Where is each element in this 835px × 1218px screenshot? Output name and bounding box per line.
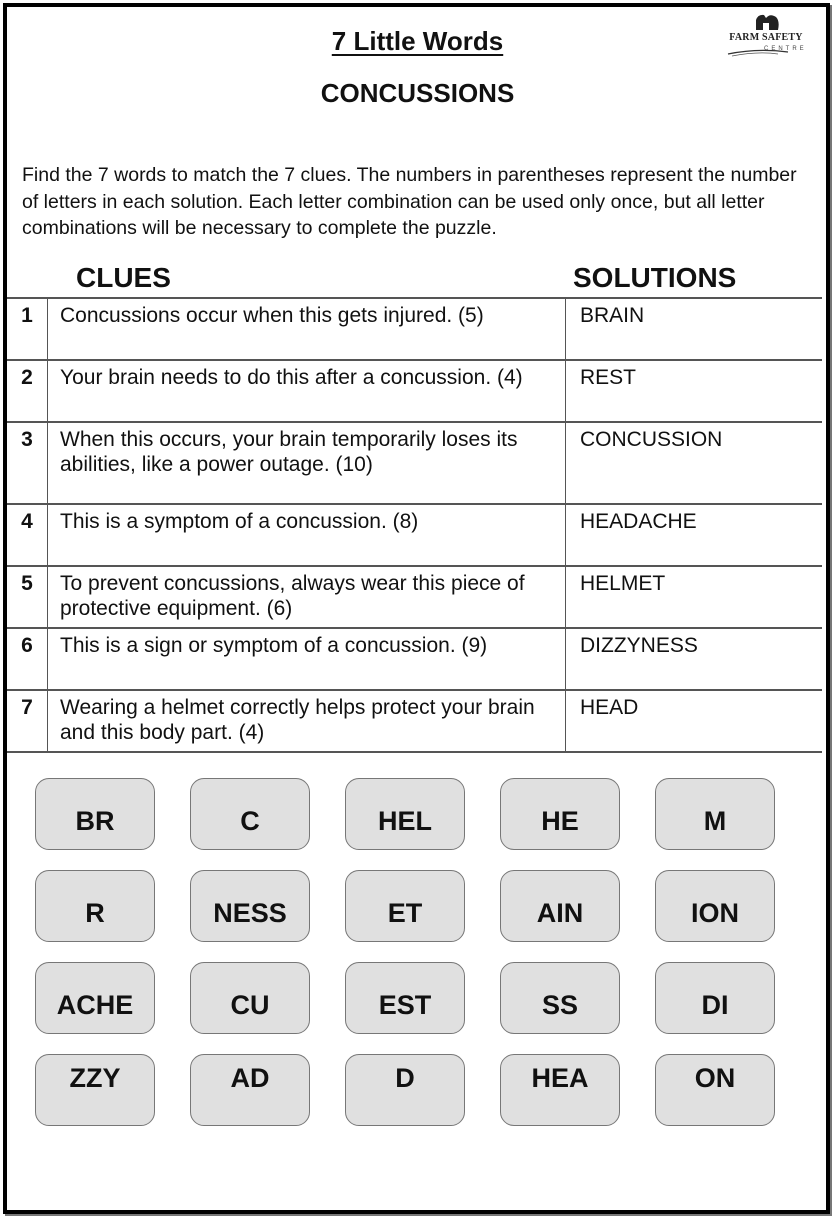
letter-tile[interactable]: D bbox=[345, 1054, 465, 1126]
letter-tile[interactable]: ET bbox=[345, 870, 465, 942]
clue-text: When this occurs, your brain temporarily loses its abilities, like a power outage. (10) bbox=[48, 422, 566, 504]
solution-cell[interactable]: CONCUSSION bbox=[566, 422, 823, 504]
clue-number: 2 bbox=[7, 360, 48, 422]
solution-cell[interactable]: DIZZYNESS bbox=[566, 628, 823, 690]
clues-table bbox=[7, 297, 822, 753]
letter-tile[interactable]: HE bbox=[500, 778, 620, 850]
letter-tile[interactable]: R bbox=[35, 870, 155, 942]
letter-tile[interactable]: HEA bbox=[500, 1054, 620, 1126]
instructions-text: Find the 7 words to match the 7 clues. The numbers in parentheses represent the number of letters in each solution. Each letter combination can be used only once, but all letter combinations will be necessary to complete the puzzle. bbox=[22, 164, 797, 239]
letter-tile[interactable]: NESS bbox=[190, 870, 310, 942]
clue-number: 7 bbox=[7, 690, 48, 752]
clue-text: Wearing a helmet correctly helps protect your brain and this body part. (4) bbox=[48, 690, 566, 752]
letter-tile[interactable]: CU bbox=[190, 962, 310, 1034]
clue-row bbox=[7, 504, 822, 566]
letter-tile[interactable]: SS bbox=[500, 962, 620, 1034]
clue-number: 6 bbox=[7, 628, 48, 690]
page-subtitle: CONCUSSIONS bbox=[320, 78, 515, 108]
clue-text: This is a sign or symptom of a concussion. (9) bbox=[48, 628, 566, 690]
solution-cell[interactable]: HEAD bbox=[566, 690, 823, 752]
clue-row bbox=[7, 628, 822, 690]
letter-tile[interactable]: EST bbox=[345, 962, 465, 1034]
clue-text: Your brain needs to do this after a concussion. (4) bbox=[48, 360, 566, 422]
letter-tile[interactable]: BR bbox=[35, 778, 155, 850]
letter-tile[interactable]: M bbox=[655, 778, 775, 850]
clue-row bbox=[7, 360, 822, 422]
page-title bbox=[0, 26, 835, 57]
letter-tile[interactable]: DI bbox=[655, 962, 775, 1034]
logo-text: FARM SAFETY bbox=[729, 32, 803, 43]
letter-tile[interactable]: AIN bbox=[500, 870, 620, 942]
clue-text: To prevent concussions, always wear this piece of protective equipment. (6) bbox=[48, 566, 566, 628]
letter-tile[interactable]: ACHE bbox=[35, 962, 155, 1034]
clue-number: 1 bbox=[7, 298, 48, 360]
letter-tile[interactable]: ON bbox=[655, 1054, 775, 1126]
clue-text: This is a symptom of a concussion. (8) bbox=[48, 504, 566, 566]
clue-number: 4 bbox=[7, 504, 48, 566]
clue-row bbox=[7, 690, 822, 752]
solution-cell[interactable]: BRAIN bbox=[566, 298, 823, 360]
letter-tile[interactable]: C bbox=[190, 778, 310, 850]
letter-tile[interactable]: ZZY bbox=[35, 1054, 155, 1126]
letter-tile[interactable]: HEL bbox=[345, 778, 465, 850]
solution-cell[interactable]: REST bbox=[566, 360, 823, 422]
letter-tile[interactable]: ION bbox=[655, 870, 775, 942]
logo-subtext: CENTRE bbox=[764, 46, 807, 52]
page-title-text: 7 Little Words bbox=[331, 26, 504, 56]
farm-safety-logo bbox=[718, 10, 814, 60]
clue-row bbox=[7, 566, 822, 628]
solution-cell[interactable]: HELMET bbox=[566, 566, 823, 628]
letter-tiles-grid bbox=[35, 778, 780, 1126]
solutions-heading: SOLUTIONS bbox=[573, 262, 737, 293]
clue-number: 5 bbox=[7, 566, 48, 628]
solution-cell[interactable]: HEADACHE bbox=[566, 504, 823, 566]
clue-text: Concussions occur when this gets injured. (5) bbox=[48, 298, 566, 360]
clue-row bbox=[7, 422, 822, 504]
clue-number: 3 bbox=[7, 422, 48, 504]
clues-heading: CLUES bbox=[76, 262, 171, 293]
letter-tile[interactable]: AD bbox=[190, 1054, 310, 1126]
clue-row bbox=[7, 298, 822, 360]
